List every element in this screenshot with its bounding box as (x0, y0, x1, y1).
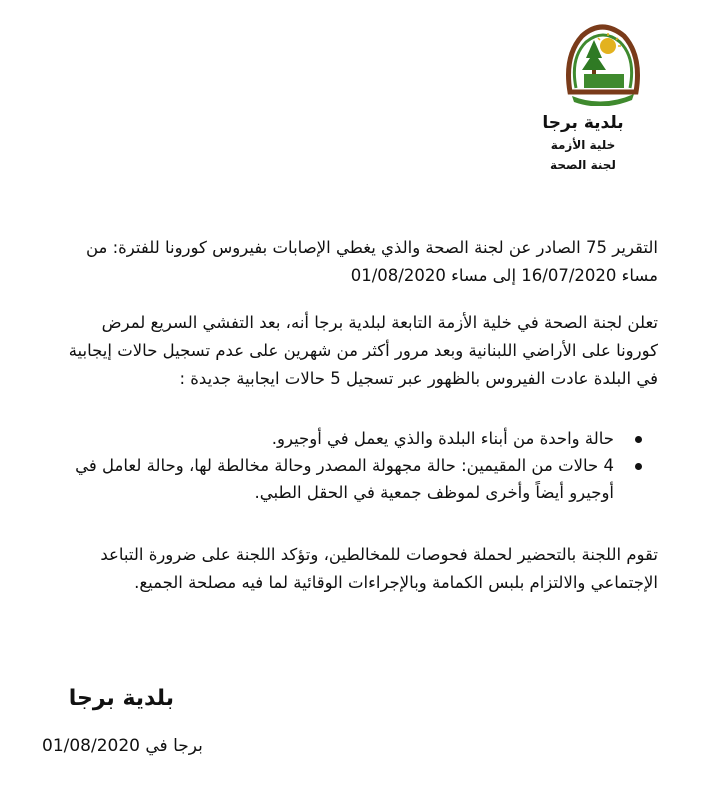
report-title (52, 234, 658, 290)
signature-date: برجا في 01/08/2020 (42, 736, 203, 756)
closing-line: تقوم اللجنة بالتحضير لحملة فحوصات للمخالطين، وتؤكد اللجنة على ضرورة التباعد (100, 545, 658, 564)
case-line: أوجيرو أيضاً وأخرى لموظف جمعية في الحقل الطبي. (254, 483, 614, 502)
body-line: كورونا على الأراضي اللبنانية وبعد مرور أكثر من شهرين على عدم تسجيل حالات إيجابية (68, 341, 658, 360)
closing-line: الإجتماعي والالتزام بلبس الكمامة وبالإجراءات الوقائية لما فيه مصلحة الجميع. (134, 573, 658, 592)
body-line: تعلن لجنة الصحة في خلية الأزمة التابعة لبلدية برجا أنه، بعد التفشي السريع لمرض (101, 313, 658, 332)
case-line: حالة واحدة من أبناء البلدة والذي يعمل في أوجيرو. (271, 429, 614, 448)
report-closing (52, 541, 658, 597)
report-title-line: التقرير 75 الصادر عن لجنة الصحة والذي يغطي الإصابات بفيروس كورونا للفترة: من (85, 238, 658, 257)
municipality-logo (562, 18, 644, 106)
crisis-unit: خلية الأزمة (550, 138, 616, 152)
bullet-icon (635, 436, 642, 443)
health-committee: لجنة الصحة (550, 158, 616, 172)
list-item (52, 425, 636, 452)
body-line: في البلدة عادت الفيروس بالظهور عبر تسجيل 5 حالات ايجابية جديدة : (179, 369, 658, 388)
bullet-icon (635, 463, 642, 470)
signature-name: بلدية برجا (68, 686, 174, 711)
cases-list (52, 425, 636, 506)
report-body (52, 309, 658, 393)
list-item (52, 452, 636, 506)
org-name: بلدية برجا (542, 113, 624, 133)
organization-header (518, 111, 648, 175)
case-line: 4 حالات من المقيمين: حالة مجهولة المصدر وحالة مخالطة لها، وحالة لعامل في (75, 456, 614, 475)
report-title-line: مساء 16/07/2020 إلى مساء 01/08/2020 (350, 266, 658, 285)
